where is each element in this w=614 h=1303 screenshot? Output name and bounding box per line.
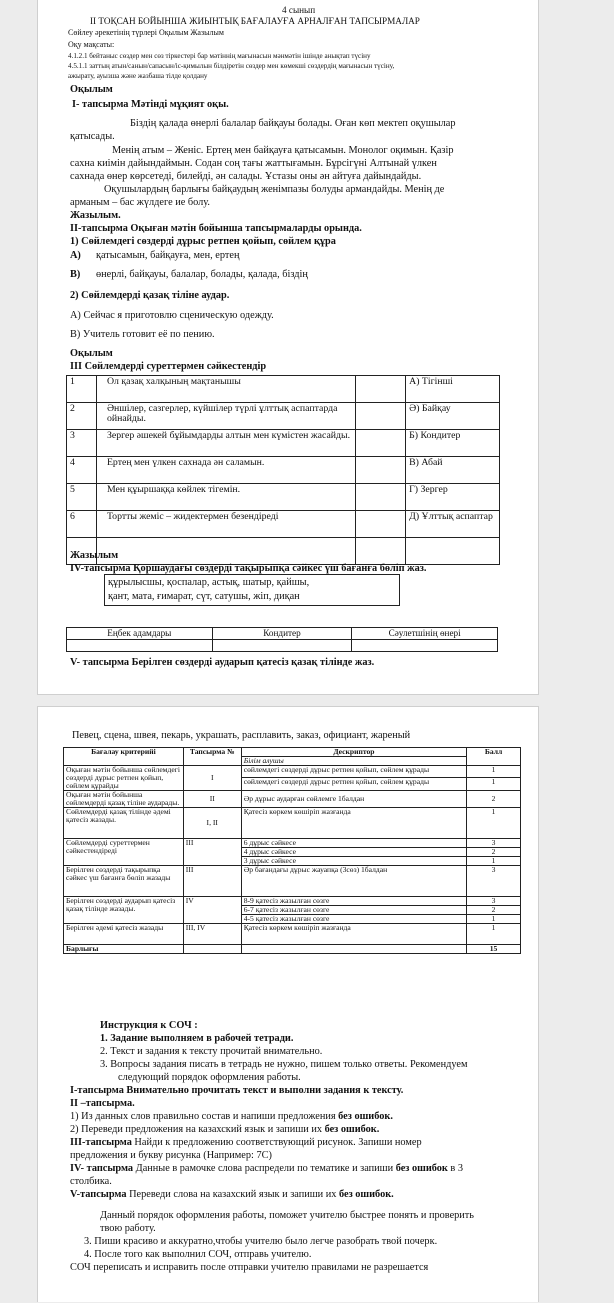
- rubric-header-criterion: Бағалау критерийі: [64, 748, 184, 766]
- picture-label: В) Абай: [406, 457, 500, 484]
- rubric-table: [63, 747, 521, 954]
- task2-a-label: А): [70, 250, 81, 261]
- table-row: [67, 484, 500, 511]
- criterion-cell: Берілген әдемі қатесіз жазады: [64, 923, 184, 944]
- criterion-cell: Оқыған мәтін бойынша сөйлемдегі сөздерді дұрыс ретпен қойып, сөйлем құрайды: [64, 765, 184, 790]
- criterion-cell: Берілген сөздерді тақырыпқа сәйкес үш бағанға бөліп жазады: [64, 865, 184, 896]
- descriptor-cell: Қатесіз көркем көшіріп жазғанда: [241, 923, 466, 944]
- note-2: твою работу.: [100, 1223, 156, 1234]
- sentence-cell: Ертең мен үлкен сахнада ән саламын.: [96, 457, 355, 484]
- ru-task-5: V-тапсырма Переведи слова на казахский язык и запиши их без ошибок.: [70, 1189, 394, 1200]
- ru-task-2-1: 1) Из данных слов правильно состав и напиши предложения без ошибок.: [70, 1111, 393, 1122]
- text-p2-l1: Менің атым – Женіс. Ертең мен байқауға қатысамын. Монолог оқимын. Қазір: [112, 145, 454, 156]
- note-1: Данный порядок оформления работы, поможет учителю быстрее понять и проверить: [100, 1210, 474, 1221]
- descriptor-cell: 4-5 қатесіз жазылған сөзге: [241, 914, 466, 923]
- rubric-header-task: Тапсырма №: [183, 748, 241, 766]
- task2-title: II-тапсырма Оқыған мәтін бойынша тапсырмаларды орында.: [70, 223, 362, 234]
- answer-cell[interactable]: [352, 640, 498, 652]
- ru-task-1: I-тапсырма Внимательно прочитать текст и выполни задания к тексту.: [70, 1085, 404, 1096]
- descriptor-cell: 4 дұрыс сәйкесе: [241, 847, 466, 856]
- note-3: 3. Пиши красиво и аккуратно,чтобы учителю было легче разобрать твой почерк.: [84, 1236, 438, 1247]
- task5-title: V- тапсырма Берілген сөздерді аударып қатесіз қазақ тілінде жаз.: [70, 657, 375, 668]
- column-header: Еңбек адамдары: [67, 628, 213, 640]
- table-row: [67, 376, 500, 403]
- instruction-2: 2. Текст и задания к тексту прочитай внимательно.: [100, 1046, 323, 1057]
- answer-cell[interactable]: [356, 376, 406, 403]
- task2-d: В) Учитель готовит её по пению.: [70, 329, 215, 340]
- instruction-title: Инструкция к СОЧ :: [100, 1020, 198, 1031]
- rubric-header-student: Білім алушы: [241, 756, 466, 765]
- section-reading-1: Оқылым: [70, 84, 113, 95]
- row-number: 5: [67, 484, 97, 511]
- answer-cell[interactable]: [67, 640, 213, 652]
- task-cell: I: [183, 765, 241, 790]
- task-cell: II: [183, 790, 241, 807]
- note-5: СОЧ переписать и исправить после отправки учителю правилами не разрешается: [70, 1262, 429, 1273]
- table-row: [67, 403, 500, 430]
- task2-sub1: 1) Сөйлемдегі сөздерді дұрыс ретпен қойып, сөйлем құра: [70, 236, 336, 247]
- task2-sub2: 2) Сөйлемдерді қазақ тіліне аудар.: [70, 290, 230, 301]
- ru-task-4: IV- тапсырма Данные в рамочке слова распредели по тематике и запиши без ошибок в 3: [70, 1163, 464, 1174]
- row-number: 2: [67, 403, 97, 430]
- header-title: II ТОҚСАН БОЙЫНША ЖИЫНТЫҚ БАҒАЛАУҒА АРНАЛҒАН ТАПСЫРМАЛАР: [90, 16, 420, 26]
- picture-label: А) Тігінші: [406, 376, 500, 403]
- picture-label: Б) Кондитер: [406, 430, 500, 457]
- sentence-cell: Тортты жеміс – жидектермен безендіреді: [96, 511, 355, 538]
- task4-title: IV-тапсырма Қоршаудағы сөздерді тақырыпқа сәйкес үш бағанға бөліп жаз.: [70, 563, 427, 574]
- descriptor-cell: 6 дұрыс сәйкесе: [241, 838, 466, 847]
- answer-cell[interactable]: [356, 484, 406, 511]
- descriptor-cell: Әр дұрыс аударған сөйлемге 1балдан: [241, 790, 466, 807]
- section-writing-2: Жазылым: [70, 550, 119, 561]
- sentence-cell: Зергер әшекей бұйымдарды алтын мен күмістен жасайды.: [96, 430, 355, 457]
- note-4: 4. После того как выполнил СОЧ, отправь учителю.: [84, 1249, 312, 1260]
- ru-task-2: II –тапсырма.: [70, 1098, 135, 1109]
- ru-task-2-2: 2) Переведи предложения на казахский язык и запиши их без ошибок.: [70, 1124, 380, 1135]
- word-box-line-1: құрылысшы, қоспалар, астық, шатыр, қайшы,: [108, 577, 310, 588]
- task2-b: өнерлі, байқауы, балалар, болады, қалада, біздің: [96, 269, 308, 280]
- score-cell: 1: [467, 778, 521, 790]
- goal-2b: ажырату, ауызша және жазбаша тілде қолдану: [68, 72, 208, 80]
- text-p2-l2: сахна киімін дайындаймын. Содан соң тағы жаттығамын. Бұрсігүні Алтынай үлкен: [70, 158, 437, 169]
- text-p2-l3: сахнада өнер көрсетеді, билейді, ән салады. Ұстазы оны ән айтуға дайындайды.: [70, 171, 422, 182]
- descriptor-cell: сөйлемдегі сөздерді дұрыс ретпен қойып, сөйлем құрады: [241, 778, 466, 790]
- score-cell: 1: [467, 923, 521, 944]
- instruction-3a: 3. Вопросы задания писать в тетрадь не нужно, пишем только ответы. Рекомендуем: [100, 1059, 468, 1070]
- descriptor-cell: 6-7 қатесіз жазылған сөзге: [241, 905, 466, 914]
- text-p3-l2: арманым – бас жүлдеге ие болу.: [70, 197, 210, 208]
- sort-columns-table: [66, 627, 498, 652]
- picture-label: Д) Ұлттық аспаптар: [406, 511, 500, 538]
- criterion-cell: Сөйлемдерді суреттермен сәйкестендіреді: [64, 838, 184, 865]
- instruction-3b: следующий порядок оформления работы.: [118, 1072, 301, 1083]
- task-cell: III, IV: [183, 923, 241, 944]
- picture-label: Ә) Байқау: [406, 403, 500, 430]
- score-cell: 2: [467, 790, 521, 807]
- row-number: 6: [67, 511, 97, 538]
- worksheet-page-1: [37, 0, 539, 695]
- rubric-header-descriptor: Дескриптор: [241, 748, 466, 757]
- criterion-cell: Оқыған мәтін бойынша сөйлемдерді қазақ тіліне аударады.: [64, 790, 184, 807]
- table-row: [67, 457, 500, 484]
- grade-label: 4 сынып: [282, 5, 316, 15]
- descriptor-cell: 3 дұрыс сәйкесе: [241, 856, 466, 865]
- column-header: Сәулетшінің өнері: [352, 628, 498, 640]
- word-box-line-2: қант, мата, ғимарат, сүт, сатушы, жіп, диқан: [108, 591, 300, 602]
- descriptor-cell: Әр бағандағы дұрыс жауапқа (3сөз) 1балдан: [241, 865, 466, 896]
- table-row: [67, 511, 500, 538]
- column-header: Кондитер: [212, 628, 352, 640]
- task3-title: III Сөйлемдерді суреттермен сәйкестендір: [70, 361, 267, 372]
- ru-task-3: III-тапсырма Найди к предложению соответствующий рисунок. Запиши номер: [70, 1137, 422, 1148]
- score-cell: 3: [467, 896, 521, 905]
- score-cell: 2: [467, 847, 521, 856]
- words-to-translate: Певец, сцена, швея, пекарь, украшать, расплавить, заказ, официант, жареный: [72, 730, 411, 741]
- total-label: Барлығы: [64, 944, 184, 953]
- ru-task-3-cont: предложения и букву рисунка (Например: 7С): [70, 1150, 272, 1161]
- score-cell: 1: [467, 807, 521, 838]
- sentence-cell: Әншілер, сазгерлер, күйшілер түрлі ұлттық аспаптарда ойнайды.: [96, 403, 355, 430]
- descriptor-cell: Қатесіз көркем көшіріп жазғанда: [241, 807, 466, 838]
- answer-cell[interactable]: [356, 430, 406, 457]
- table-row: [67, 430, 500, 457]
- goals-label: Оқу мақсаты:: [68, 40, 115, 49]
- matching-table: [66, 375, 500, 565]
- activity-types: Сөйлеу әрекетінің түрлері Оқылым Жазылым: [68, 28, 224, 37]
- row-number: 1: [67, 376, 97, 403]
- row-number: 4: [67, 457, 97, 484]
- rubric-header-score: Балл: [467, 748, 521, 766]
- section-reading-2: Оқылым: [70, 348, 113, 359]
- sentence-cell: Мен құыршаққа көйлек тігемін.: [96, 484, 355, 511]
- task2-c: А) Сейчас я приготовлю сценическую одежду.: [70, 310, 274, 321]
- table-row: [67, 538, 500, 565]
- text-p3-l1: Оқушылардың барлығы байқаудың женімпазы болуды армандайды. Менің де: [104, 184, 445, 195]
- instruction-1: 1. Задание выполняем в рабочей тетради.: [100, 1033, 294, 1044]
- score-cell: 1: [467, 856, 521, 865]
- task2-a: қатысамын, байқауға, мен, ертең: [96, 250, 240, 261]
- task-cell: III: [183, 865, 241, 896]
- text-p1-l1: Біздің қалада өнерлі балалар байқауы болады. Оған көп мектеп оқушылар: [130, 118, 456, 129]
- goal-2a: 4.5.1.1 заттың атын/санын/сапасын/іс-қимылын білдіретін сөздер мен көмекші сөздердің мағынасын түсіну,: [68, 62, 395, 70]
- task1-title: I- тапсырма Мәтінді мұқият оқы.: [72, 99, 229, 110]
- answer-cell[interactable]: [212, 640, 352, 652]
- total-score: 15: [467, 944, 521, 953]
- task-cell: III: [183, 838, 241, 865]
- picture-label: Г) Зергер: [406, 484, 500, 511]
- score-cell: 3: [467, 865, 521, 896]
- worksheet-page-2: [37, 706, 539, 1302]
- answer-cell[interactable]: [356, 511, 406, 538]
- ru-task-4-cont: столбика.: [70, 1176, 112, 1187]
- task-cell: I, II: [183, 807, 241, 838]
- row-number: 3: [67, 430, 97, 457]
- section-writing-1: Жазылым.: [70, 210, 121, 221]
- answer-cell[interactable]: [356, 457, 406, 484]
- descriptor-cell: 8-9 қатесіз жазылған сөзге: [241, 896, 466, 905]
- answer-cell[interactable]: [356, 403, 406, 430]
- criterion-cell: Берілген сөздерді аударып қатесіз қазақ тілінде жазады.: [64, 896, 184, 923]
- descriptor-cell: сөйлемдегі сөздерді дұрыс ретпен қойып, сөйлем құрады: [241, 765, 466, 777]
- score-cell: 3: [467, 838, 521, 847]
- text-p1-l2: қатысады.: [70, 131, 115, 142]
- score-cell: 1: [467, 914, 521, 923]
- criterion-cell: Сөйлемдерді қазақ тілінде әдемі қатесіз жазады.: [64, 807, 184, 838]
- task-cell: IV: [183, 896, 241, 923]
- task2-b-label: В): [70, 269, 81, 280]
- score-cell: 2: [467, 905, 521, 914]
- goal-1: 4.1.2.1 бейтаныс сөздер мен сөз тіркестері бар мәтіннің мағынасын мәнмәтін ішінде анықтап түсіну: [68, 52, 371, 60]
- score-cell: 1: [467, 765, 521, 777]
- sentence-cell: Ол қазақ халқының мақтанышы: [96, 376, 355, 403]
